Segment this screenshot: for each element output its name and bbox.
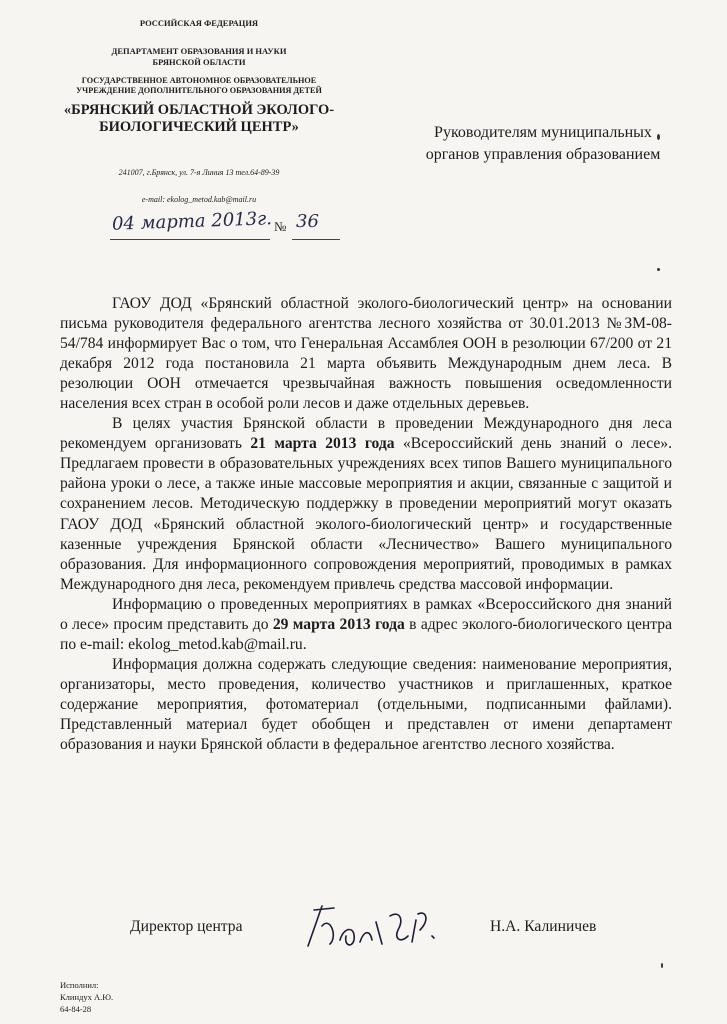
letterhead-country: РОССИЙСКАЯ ФЕДЕРАЦИЯ [139,18,259,28]
paragraph-3-bold-date: 29 марта 2013 года [272,615,405,633]
letterhead-institution [48,76,350,95]
paragraph-3 [60,595,672,655]
org-name-line-1: «БРЯНСКИЙ ОБЛАСТНОЙ ЭКОЛОГО- [63,102,335,118]
handwritten-date: 04 марта 2013г. [111,208,273,235]
letterhead-org-name [48,102,350,136]
letterhead-department [48,46,350,68]
institution-line-1: ГОСУДАРСТВЕННОЕ АВТОНОМНОЕ ОБРАЗОВАТЕЛЬНОЕ [81,76,317,85]
letterhead-email: e-mail: ekolog_metod.kab@mail.ru [141,195,257,204]
paragraph-1: ГАОУ ДОД «Брянский областной эколого-биологический центр» на основании письма руководителя федерального агентства лесного хозяйства от 30.01.2013 №ЗМ-08-54/784 информирует Вас о том, что Генеральная Ассамблея ООН в резолюции 67/200 от 21 декабря 2012 года постановила 21 марта объявить Международным днем леса. В резолюции ООН отмечается чрезвычайная важность повышения осведомленности населения всех стран в особой роли лесов и даже отдельных деревьев. [60,295,672,413]
scan-speck [657,268,660,271]
paragraph-2 [60,414,672,594]
addressee [408,122,678,166]
executor-phone: 64-84-28 [60,1004,92,1014]
addressee-line-1: Руководителям муниципальных [434,124,652,141]
institution-line-2: УЧРЕЖДЕНИЕ ДОПОЛНИТЕЛЬНОГО ОБРАЗОВАНИЯ ДЕТЕЙ [76,85,322,95]
signer-name: Н.А. Калиничев [490,918,597,935]
paragraph-3-part-a: Информацию о проведенных мероприятиях в рамках «Всероссийского дня знаний о лесе» просим представить до [60,595,672,633]
handwritten-signature [300,896,450,956]
paragraph-2-part-a: В целях участия Брянской области в проведении Международного дня леса рекомендуем организовать [60,415,672,453]
paragraph-4: Информация должна содержать следующие сведения: наименование мероприятия, организаторы, место проведения, количество участников и приглашенных, краткое содержание мероприятия, фотоматериал (отдельными, подписанными файлами). Представленный материал будет обобщен и представлен от имени департамент образования и науки Брянской области в федеральное агентство лесного хозяйства. [60,655,672,754]
executor-label: Исполнил: [60,980,99,990]
department-line-1: ДЕПАРТАМЕНТ ОБРАЗОВАНИЯ И НАУКИ [111,46,287,56]
handwritten-number: 36 [296,211,319,232]
paragraph-3-part-b: в адрес эколого-биологического центра по e-mail: ekolog_metod.kab@mail.ru. [60,615,672,653]
number-label: № [274,219,287,234]
signer-title: Директор центра [130,918,243,935]
scan-speck [657,134,660,140]
letter-body [60,294,672,755]
letterhead-address: 241007, г.Брянск, ул. 7-я Линия 13 тел.64-89-39 [118,168,280,177]
addressee-line-2: органов управления образованием [425,146,661,163]
scan-speck [661,963,663,968]
paragraph-2-bold-date: 21 марта 2013 года [250,435,395,453]
paragraph-2-part-b: «Всероссийский день знаний о лесе». Предлагаем провести в образовательных учреждениях всех типов Вашего муниципального района уроки о лесе, а также иные массовые мероприятия и акции, связанные с защитой и сохранением лесов. Методическую поддержку в проведении мероприятий могут оказать ГАОУ ДОД «Брянский областной эколого-биологический центр» и государственные казенные учреждения Брянской области «Лесничество» Вашего муниципального образования. Для информационного сопровождения мероприятий, проводимых в рамках Международного дня леса, рекомендуем привлечь средства массовой информации. [60,435,672,593]
department-line-2: БРЯНСКОЙ ОБЛАСТИ [152,57,246,67]
executor-name: Клиндух А.Ю. [60,992,114,1002]
org-name-line-2: БИОЛОГИЧЕСКИЙ ЦЕНТР» [99,119,299,135]
